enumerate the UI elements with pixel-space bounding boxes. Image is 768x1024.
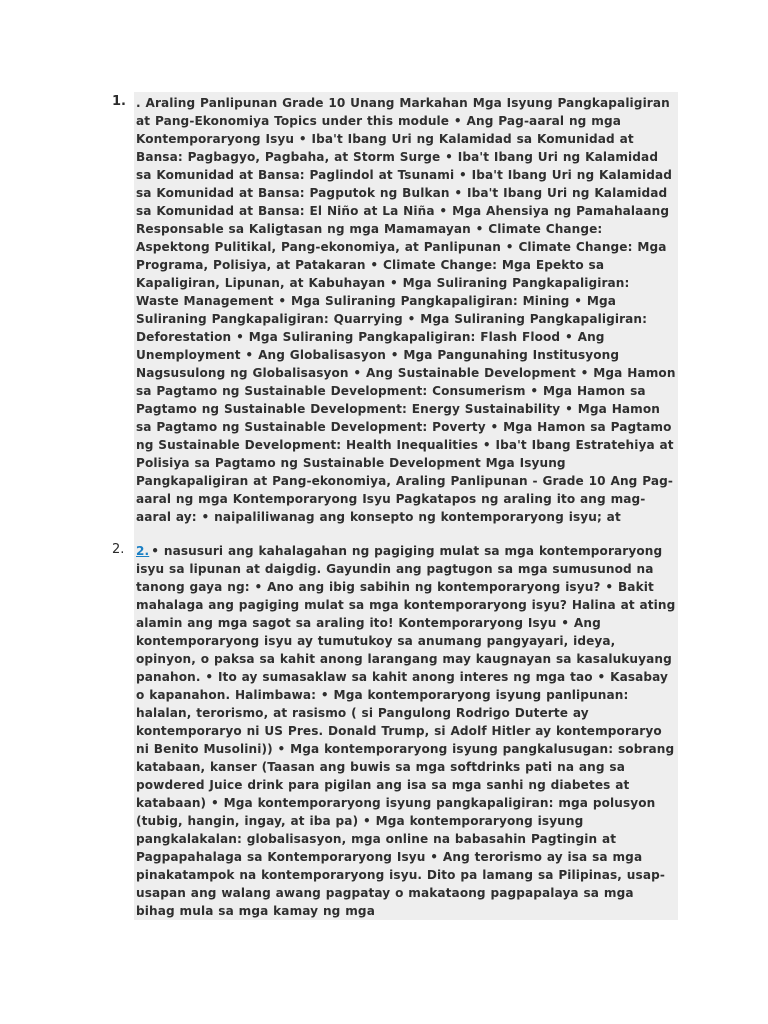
list-item-text: • nasusuri ang kahalagahan ng pagiging mulat sa mga kontemporaryong isyu sa lipunan at daigdig. Gayundin ang pagtugon sa mga sumusunod na tanong gaya ng: • Ano ang ibig sabihin ng kontemporaryong isyu? • Bakit mahalaga ang pagiging mulat sa mga kontemporaryong isyu? Halina at ating alamin ang mga sagot sa araling ito! Kontemporaryong Isyu • Ang kontemporaryong isyu ay tumutukoy sa anumang pangyayari, ideya, opinyon, o paksa sa kahit anong larangang may kaugnayan sa kasalukuyang panahon. • Ito ay sumasaklaw sa kahit anong interes ng mga tao • Kasabay o kapanahon. Halimbawa: • Mga kontemporaryong isyung panlipunan: halalan, terorismo, at rasismo ( si Pangulong Rodrigo Duterte ay kontemporaryo ni US Pres. Donald Trump, si Adolf Hitler ay kontemporaryo ni Benito Musolini)) • Mga kontemporaryong isyung pangkalusugan: sobrang katabaan, kanser (Taasan ang buwis sa mga softdrinks pati na ang sa powdered Juice drink para pigilan ang isa sa mga sanhi ng diabetes at katabaan) • Mga kontemporaryong isyung pangkapaligiran: mga polusyon (tubig, hangin, ingay, at iba pa) • Mga kontemporaryong isyung pangkalakalan: globalisasyon, mga online na babasahin Pagtingin at Pagpapahalaga sa Kontemporaryong Isyu • Ang terorismo ay isa sa mga pinakatampok na kontemporaryong isyu. Dito pa lamang sa Pilipinas, usap-usapan ang walang awang pagpatay o makataong pagpapalaya sa mga bihag mula sa mga kamay ng mga — [136, 544, 676, 918]
list-item-text: . Araling Panlipunan Grade 10 Unang Markahan Mga Isyung Pangkapaligiran at Pang-Ekonomiya Topics under this module • Ang Pag-aaral ng mga Kontemporaryong Isyu • Iba't Ibang Uri ng Kalamidad sa Komunidad at Bansa: Pagbagyo, Pagbaha, at Storm Surge • Iba't Ibang Uri ng Kalamidad sa Komunidad at Bansa: Paglindol at Tsunami • Iba't Ibang Uri ng Kalamidad sa Komunidad at Bansa: Pagputok ng Bulkan • Iba't Ibang Uri ng Kalamidad sa Komunidad at Bansa: El Niño at La Niña • Mga Ahensiya ng Pamahalaang Responsable sa Kaligtasan ng mga Mamamayan • Climate Change: Aspektong Pulitikal, Pang-ekonomiya, at Panlipunan • Climate Change: Mga Programa, Polisiya, at Patakaran • Climate Change: Mga Epekto sa Kapaligiran, Lipunan, at Kabuhayan • Mga Suliraning Pangkapaligiran: Waste Management • Mga Suliraning Pangkapaligiran: Mining • Mga Suliraning Pangkapaligiran: Quarrying • Mga Suliraning Pangkapaligiran: Deforestation • Mga Suliraning Pangkapaligiran: Flash Flood • Ang Unemployment • Ang Globalisasyon • Mga Pangunahing Institusyong Nagsusulong ng Globalisasyon • Ang Sustainable Development • Mga Hamon sa Pagtamo ng Sustainable Development: Consumerism • Mga Hamon sa Pagtamo ng Sustainable Development: Energy Sustainability • Mga Hamon sa Pagtamo ng Sustainable Development: Poverty • Mga Hamon sa Pagtamo ng Sustainable Development: Health Inequalities • Iba't Ibang Estratehiya at Polisiya sa Pagtamo ng Sustainable Development Mga Isyung Pangkapaligiran at Pang-ekonomiya, Araling Panlipunan - Grade 10 Ang Pag-aaral ng mga Kontemporaryong Isyu Pagkatapos ng araling ito ang mag-aaral ay: • naipaliliwanag ang konsepto ng kontemporaryong isyu; at — [136, 96, 676, 524]
list-item-text-block — [134, 92, 678, 540]
list-item-number: 2. — [112, 542, 125, 557]
list-item-text-block — [134, 540, 678, 920]
list-item — [112, 540, 678, 920]
list-item-number: 1. — [112, 94, 126, 109]
list-item — [112, 92, 678, 540]
item-reference-link[interactable]: 2. — [136, 544, 150, 558]
